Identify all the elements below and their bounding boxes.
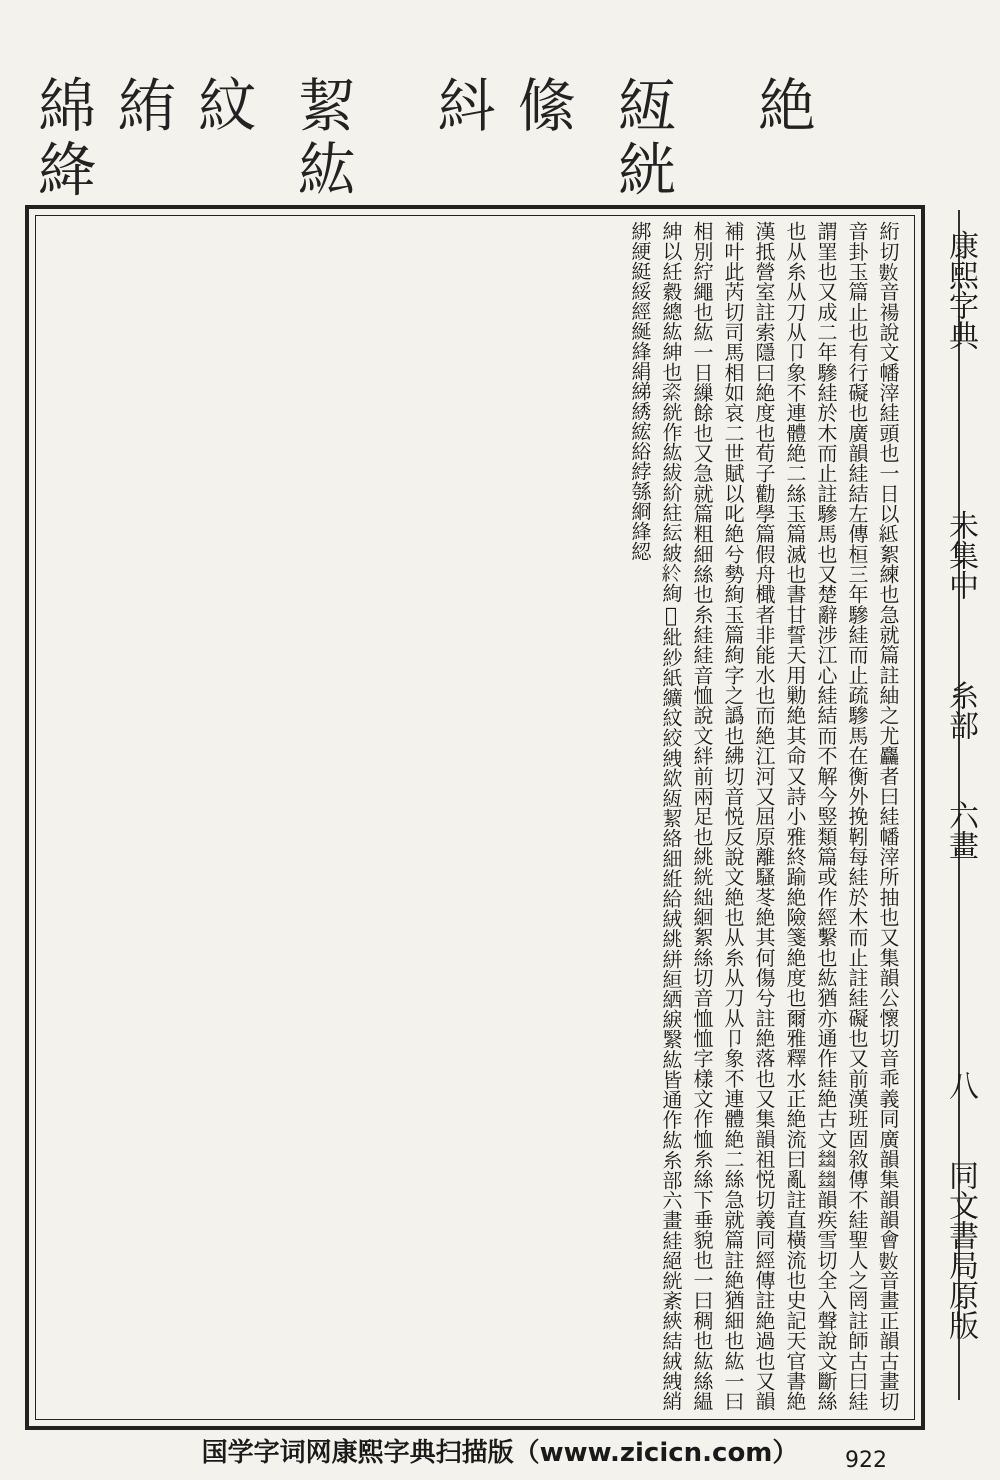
seal-char: 紏 — [428, 75, 496, 139]
seal-char: 絶 — [748, 75, 816, 139]
publisher-label: 同文書局原版 — [943, 1160, 978, 1340]
seal-char: 絜紘 — [288, 75, 356, 203]
radical-label: 糸部 — [943, 680, 978, 740]
dictionary-text: 絎切𢿙音禓說文幡滓絓頭也一日以𥿄絮練也急就篇註紬之尤麤者曰絓幡滓所抽也又集韻公懷切音乖義同廣韻集韻韻會𢿙音畫正韻古畫切音卦玉篇止也有行礙也廣韻絓結左傳桓三年驂絓而止疏驂馬在衡外挽靷每絓於木而止註絓礙也又前漢班固敘傳不絓聖人之罔註師古曰絓謂罣也又成二年驂絓於木而止註驂馬也又楚辭涉江心絓結而不解今竪類篇或作經繫也紘猶亦通作絓絶古文𢇍𢇍韻疾雪切全入聲說文斷絲也从糸从刀从卩象不連體絶二絲玉篇滅也書甘誓天用勦絶其命又詩小雅終踰絶險箋絶度也爾雅釋水正絶流曰亂註直橫流也史記天官書絶漢抵營室註索隱曰絶度也荀子勸學篇假舟檝者非能水也而絶江河又屈原離騷苳絶其何傷兮註絶落也又集韻祖悦切義同經傳註絶過也又韻補叶此芮切司馬相如哀二世賦以叱絶兮勢絢玉篇絢字之譌也紼切音悦反說文絶也从糸从刀从卩象不連體絶二絲急就篇註絶猶細也紘一曰相別紵繩也紘一日繅餘也又急就篇粗細絲也糸絓絓音恤說文絆前兩足也絩絖絀絗絮絲切音恤恤字樣文作恤糸絲下垂貌也一曰稠也紘絲緼紳以紝縠總紘紳也𥿩絖作紘紱紒紸紜紴𥾪絢𥾾紕紗紙纊紋絞絏絘絚絜絡細絍給絨絩絣絙絤綟繄紘皆通作紘糸部六畫絓絕絖紊綊結絨絏綃綁綆綎綏經綖綘絹綈綉綋綌綍綔綗綘綛 — [628, 221, 900, 1411]
seal-char: 絛 — [508, 75, 576, 139]
seal-char: 綿絳 — [28, 75, 96, 203]
seal-char: 絠 — [108, 75, 176, 139]
page-number: 922 — [845, 1448, 887, 1473]
seal-char: 絚絖 — [608, 75, 676, 203]
margin-column — [930, 210, 990, 1430]
stroke-label: 六畫 — [943, 800, 978, 860]
seal-char: 紋 — [188, 75, 256, 139]
book-title: 康熙字典 — [943, 230, 978, 350]
text-frame — [25, 205, 925, 1430]
seal-script-row — [30, 55, 830, 215]
page-column-number: 八 — [943, 1070, 978, 1100]
collection-label: 未集中 — [943, 510, 978, 600]
footer-caption: 国学字词网康熙字典扫描版（www.zicicn.com） — [201, 1438, 799, 1468]
